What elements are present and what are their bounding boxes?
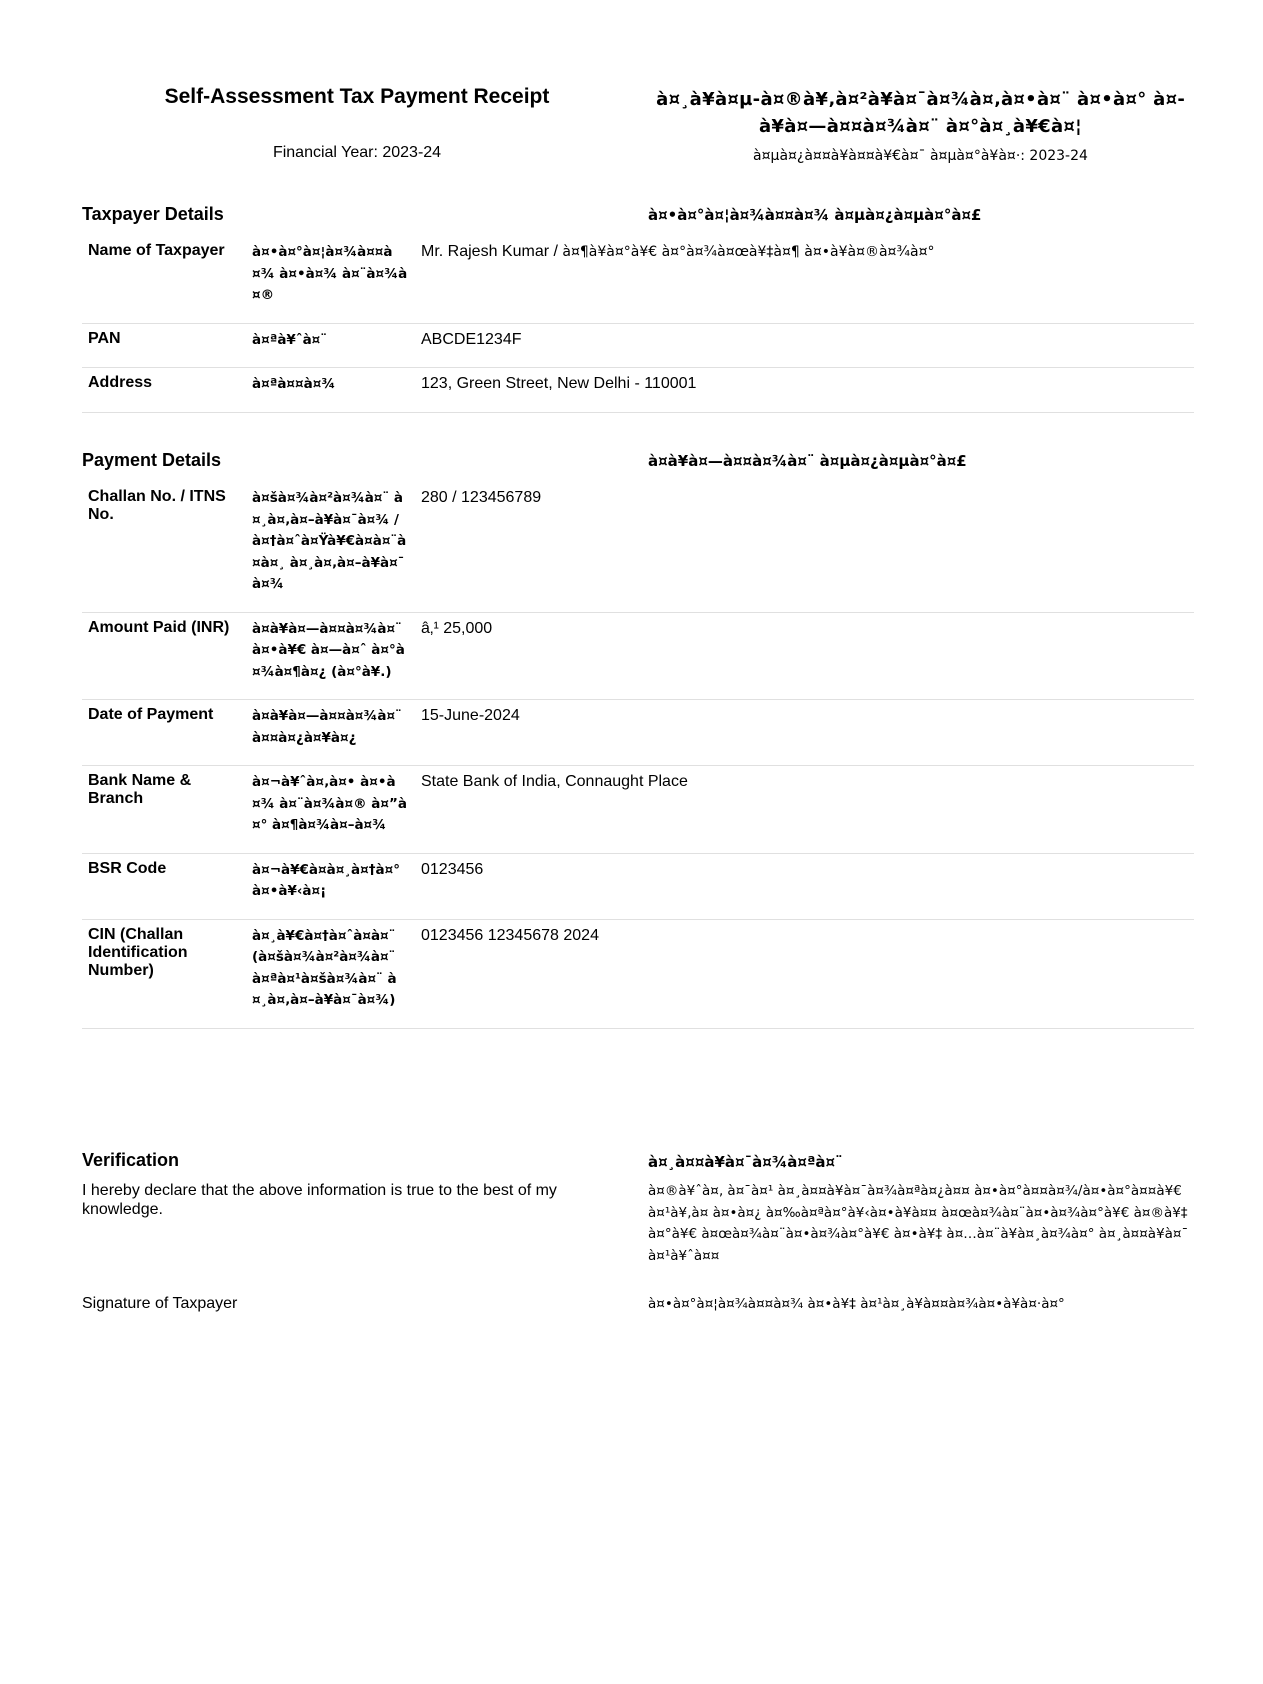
table-row	[82, 323, 1194, 368]
row-value: 15-June-2024	[415, 700, 1194, 766]
table-row	[82, 612, 1194, 700]
row-label-hindi: à¤•à¤°à¤¦à¤¾à¤¤à¤¾ à¤•à¤¾ à¤¨à¤¾à¤®	[246, 236, 415, 323]
taxpayer-name-hindi: à¤¶à¥à¤°à¥€ à¤°à¤¾à¤œà¥‡à¤¶ à¤•à¥à¤®à¤¾à¤°	[562, 244, 935, 260]
taxpayer-details-table	[82, 236, 1194, 413]
row-value: 280 / 123456789	[415, 482, 1194, 612]
taxpayer-heading: Taxpayer Details	[82, 204, 224, 224]
page-title: Self-Assessment Tax Payment Receipt	[164, 85, 550, 108]
payment-details-table	[82, 482, 1194, 1029]
row-label-hindi: à¤à¥à¤—à¤¤à¤¾à¤¨ à¤•à¥€ à¤—à¤ˆ à¤°à¤¾à¤¶à¤¿ (à¤°à¥.)	[246, 612, 415, 700]
header-english	[82, 84, 632, 162]
row-label: Address	[82, 368, 246, 413]
verification-heading-hindi: à¤¸à¤¤à¥à¤¯à¤¾à¤ªà¤¨	[648, 1153, 843, 1171]
table-row	[82, 766, 1194, 854]
row-value: 0123456 12345678 2024	[415, 919, 1194, 1028]
row-label: PAN	[82, 323, 246, 368]
table-row	[82, 700, 1194, 766]
header-hindi	[648, 86, 1193, 164]
row-label: CIN (Challan Identification Number)	[82, 919, 246, 1028]
table-row	[82, 919, 1194, 1028]
row-value: â‚¹ 25,000	[415, 612, 1194, 700]
row-value	[415, 236, 1194, 323]
table-row	[82, 368, 1194, 413]
row-label: Challan No. / ITNS No.	[82, 482, 246, 612]
row-label-hindi: à¤¬à¥€à¤à¤¸à¤†à¤° à¤•à¥‹à¤¡	[246, 853, 415, 919]
verification-text-hindi: à¤®à¥ˆà¤‚ à¤¯à¤¹ à¤¸à¤¤à¥à¤¯à¤¾à¤ªà¤¿à¤¤ à¤•à¤°à¤¤à¤¾/à¤•à¤°à¤¤à¥€ à¤¹à¥‚à¤ à¤•à¤¿ à¤‰à¤ªà¤°à¥‹à¤•à¥à¤¤ à¤œà¤¾à¤¨à¤•à¤¾à¤°à¥€ à¤®à¥‡à¤°à¥€ à¤œà¤¾à¤¨à¤•à¤¾à¤°à¥€ à¤•à¥‡ à¤…à¤¨à¥à¤¸à¤¾à¤° à¤¸à¤¤à¥à¤¯ à¤¹à¥ˆà¤¤	[648, 1183, 1189, 1264]
page-title-hindi: à¤¸à¥à¤µ-à¤®à¥‚à¤²à¥à¤¯à¤¾à¤‚à¤•à¤¨ à¤•à¤° à¤à¥à¤—à¤¤à¤¾à¤¨ à¤°à¤¸à¥€à¤¦	[656, 89, 1185, 137]
row-label-hindi: à¤à¥à¤—à¤¤à¤¾à¤¨ à¤¤à¤¿à¤¥à¤¿	[246, 700, 415, 766]
taxpayer-name: Mr. Rajesh Kumar /	[421, 243, 563, 260]
row-label-hindi: à¤šà¤¾à¤²à¤¾à¤¨ à¤¸à¤‚à¤–à¥à¤¯à¤¾ / à¤†à¤ˆà¤Ÿà¥€à¤à¤¨à¤à¤¸ à¤¸à¤‚à¤–à¥à¤¯à¤¾	[246, 482, 415, 612]
row-label: Name of Taxpayer	[82, 236, 246, 323]
signature-label: Signature of Taxpayer	[82, 1295, 238, 1312]
financial-year: Financial Year: 2023-24	[272, 144, 442, 161]
row-value: 0123456	[415, 853, 1194, 919]
row-label: Amount Paid (INR)	[82, 612, 246, 700]
row-label-hindi: à¤¸à¥€à¤†à¤ˆà¤à¤¨ (à¤šà¤¾à¤²à¤¾à¤¨ à¤ªà¤¹à¤šà¤¾à¤¨ à¤¸à¤‚à¤–à¥à¤¯à¤¾)	[246, 919, 415, 1028]
row-value: 123, Green Street, New Delhi - 110001	[415, 368, 1194, 413]
table-row	[82, 482, 1194, 612]
row-value: State Bank of India, Connaught Place	[415, 766, 1194, 854]
verification-heading: Verification	[82, 1150, 180, 1170]
row-value: ABCDE1234F	[415, 323, 1194, 368]
row-label: BSR Code	[82, 853, 246, 919]
payment-heading: Payment Details	[82, 450, 222, 470]
verification-text: I hereby declare that the above information is true to the best of my knowledge.	[82, 1182, 557, 1218]
row-label: Date of Payment	[82, 700, 246, 766]
taxpayer-heading-hindi: à¤•à¤°à¤¦à¤¾à¤¤à¤¾ à¤µà¤¿à¤µà¤°à¤£	[648, 206, 982, 224]
signature-label-hindi: à¤•à¤°à¤¦à¤¾à¤¤à¤¾ à¤•à¥‡ à¤¹à¤¸à¥à¤¤à¤¾à¤•à¥à¤·à¤°	[648, 1296, 1065, 1312]
row-label-hindi: à¤¬à¥ˆà¤‚à¤• à¤•à¤¾ à¤¨à¤¾à¤® à¤”à¤° à¤¶à¤¾à¤–à¤¾	[246, 766, 415, 854]
row-label: Bank Name & Branch	[82, 766, 246, 854]
table-row	[82, 236, 1194, 323]
row-label-hindi: à¤ªà¤¤à¤¾	[246, 368, 415, 413]
signature-row	[82, 1295, 1194, 1312]
financial-year-hindi: à¤µà¤¿à¤¤à¥à¤¤à¥€à¤¯ à¤µà¤°à¥à¤·: 2023-24	[753, 148, 1088, 164]
payment-heading-hindi: à¤à¥à¤—à¤¤à¤¾à¤¨ à¤µà¤¿à¤µà¤°à¤£	[648, 452, 967, 470]
table-row	[82, 853, 1194, 919]
row-label-hindi: à¤ªà¥ˆà¤¨	[246, 323, 415, 368]
